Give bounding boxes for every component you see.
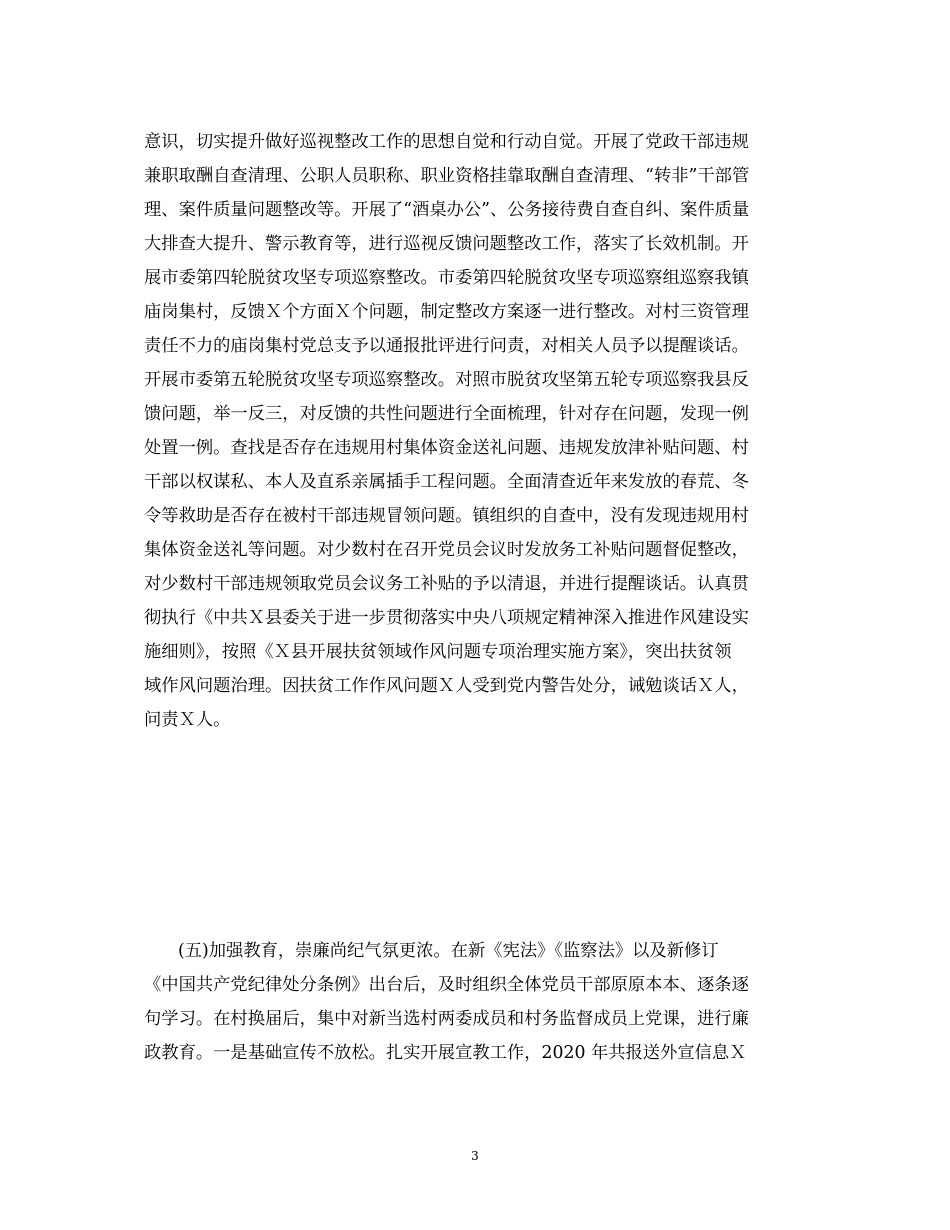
paragraph-1-line-3: 理、案件质量问题整改等。开展了“酒桌办公”、公务接待费自查自纠、案件质量 [144,200,750,220]
paragraph-1-line-12: 令等救助是否存在被村干部违规冒领问题。镇组织的自查中，没有发现违规用村 [144,506,749,526]
paragraph-1-line-10: 处置一例。查找是否存在违规用村集体资金送礼问题、违规发放津补贴问题、村 [144,438,749,458]
paragraph-1-line-16: 施细则》，按照《Ｘ县开展扶贫领域作风问题专项治理实施方案》，突出扶贫领 [144,642,732,662]
paragraph-2-line-4: 政教育。一是基础宣传不放松。扎实开展宣教工作，2020 年共报送外宣信息Ｘ [144,1043,747,1063]
paragraph-1-line-5: 展市委第四轮脱贫攻坚专项巡察整改。市委第四轮脱贫攻坚专项巡察组巡察我镇 [144,268,749,288]
paragraph-1-line-9: 馈问题，举一反三，对反馈的共性问题进行全面梳理，针对存在问题，发现一例 [144,404,749,424]
paragraph-1-line-6: 庙岗集村，反馈Ｘ个方面Ｘ个问题，制定整改方案逐一进行整改。对村三资管理 [144,302,749,322]
paragraph-1-line-11: 干部以权谋私、本人及直系亲属插手工程问题。全面清查近年来发放的春荒、冬 [144,472,749,492]
paragraph-1-line-14: 对少数村干部违规领取党员会议务工补贴的予以清退，并进行提醒谈话。认真贯 [144,574,749,594]
paragraph-1-line-2: 兼职取酬自查清理、公职人员职称、职业资格挂靠取酬自查清理、“转非”干部管 [144,166,750,186]
paragraph-1-line-8: 开展市委第五轮脱贫攻坚专项巡察整改。对照市脱贫攻坚第五轮专项巡察我县反 [144,370,749,390]
paragraph-1-line-4: 大排查大提升、警示教育等，进行巡视反馈问题整改工作，落实了长效机制。开 [144,234,749,254]
paragraph-1-line-13: 集体资金送礼等问题。对少数村在召开党员会议时发放务工补贴问题督促整改， [144,540,749,560]
paragraph-2-line-2: 《中国共产党纪律处分条例》出台后，及时组织全体党员干部原原本本、逐条逐 [144,975,749,995]
paragraph-1-line-18: 问责Ｘ人。 [144,710,231,730]
paragraph-1-line-17: 域作风问题治理。因扶贫工作作风问题Ｘ人受到党内警告处分，诫勉谈话Ｘ人， [144,676,749,696]
paragraph-1-line-7: 责任不力的庙岗集村党总支予以通报批评进行问责，对相关人员予以提醒谈话。 [144,336,749,356]
paragraph-2-line-3: 句学习。在村换届后，集中对新当选村两委成员和村务监督成员上党课，进行廉 [144,1009,749,1029]
paragraph-1-line-1: 意识，切实提升做好巡视整改工作的思想自觉和行动自觉。开展了党政干部违规 [144,132,749,152]
page-number: 3 [471,1149,479,1163]
paragraph-1-line-15: 彻执行《中共Ｘ县委关于进一步贯彻落实中央八项规定精神深入推进作风建设实 [144,608,749,628]
paragraph-2-line-1: (五)加强教育，崇廉尚纪气氛更浓。在新《宪法》《监察法》以及新修订 [178,941,719,961]
